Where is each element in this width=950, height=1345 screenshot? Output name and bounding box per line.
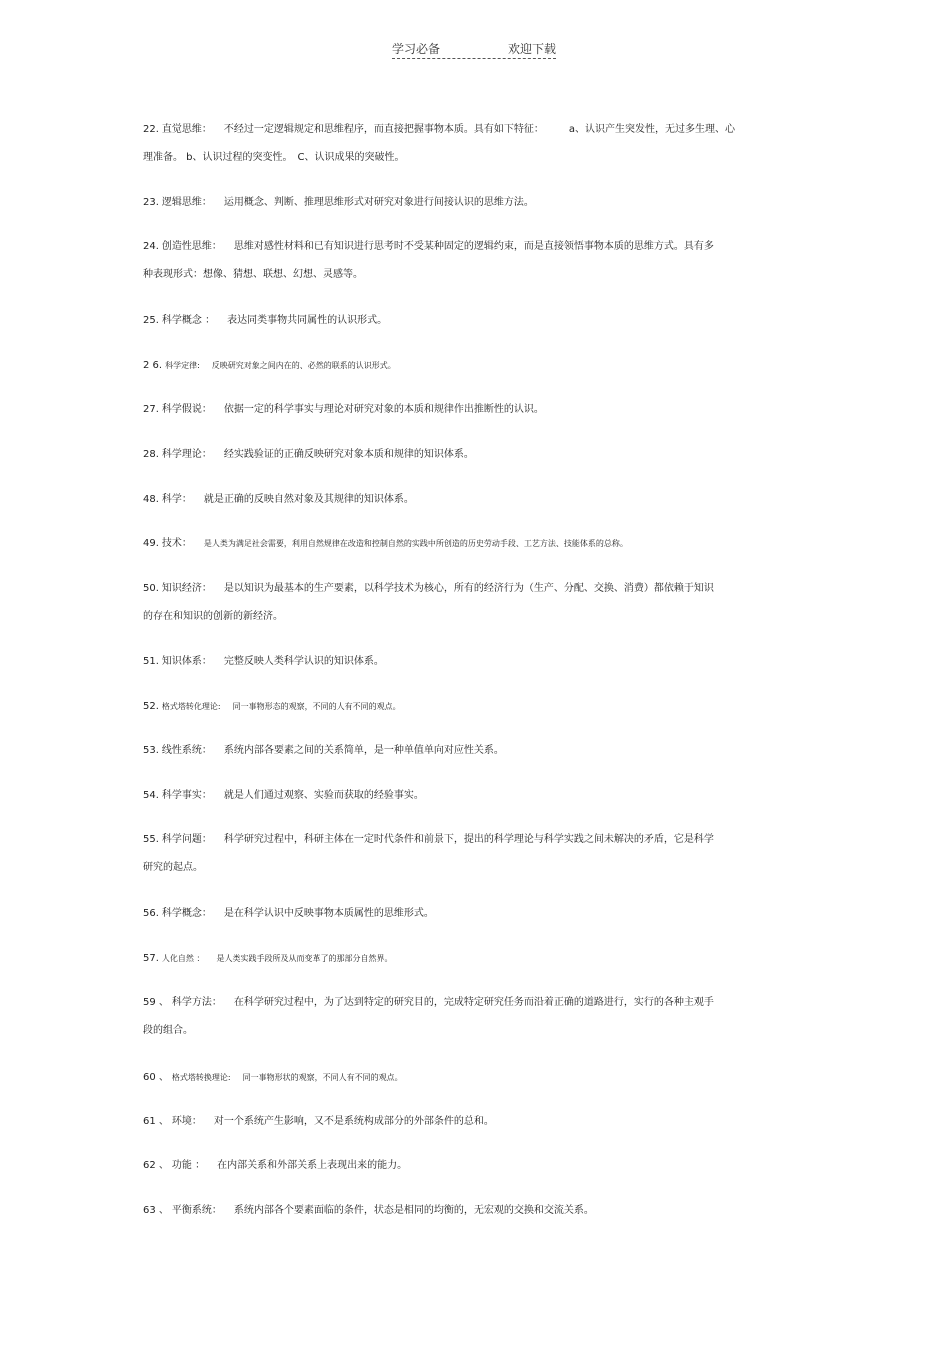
entry-52 xyxy=(143,693,793,721)
entry-59 xyxy=(143,989,793,1045)
entry-61 xyxy=(143,1108,793,1136)
entry-53 xyxy=(143,737,793,765)
entry-number: 23. xyxy=(143,197,159,208)
entry-number: 55. xyxy=(143,834,159,845)
entry-definition-continued: 研究的起点。 xyxy=(143,862,203,873)
entry-term: 知识体系： xyxy=(161,656,212,667)
entry-number: 52. xyxy=(143,701,159,712)
entry-number: 27. xyxy=(143,404,159,415)
entry-26 xyxy=(143,352,793,380)
entry-28 xyxy=(143,441,793,469)
entry-57 xyxy=(143,945,793,973)
entry-term: 环境： xyxy=(171,1116,202,1127)
entry-term: 科学假说： xyxy=(161,404,212,415)
entry-term: 科学定律: xyxy=(165,361,200,370)
entry-definition: 在内部关系和外部关系上表现出来的能力。 xyxy=(217,1160,408,1171)
entry-50 xyxy=(143,575,793,631)
entry-definition: 同一事物形状的观察，不同人有不同的观点。 xyxy=(242,1073,403,1082)
header-right-text: 欢迎下载 xyxy=(507,42,556,56)
entry-definition: 系统内部各个要素面临的条件，状态是相同的均衡的，无宏观的交换和交流关系。 xyxy=(233,1205,594,1216)
entry-term: 科学： xyxy=(161,494,192,505)
entry-48 xyxy=(143,486,793,514)
entry-term: 人化自然 ： xyxy=(161,954,205,963)
entry-term: 科学理论： xyxy=(161,449,212,460)
entry-term: 技术： xyxy=(161,538,192,549)
entry-number: 61 、 xyxy=(143,1116,169,1127)
entry-definition: 是以知识为最基本的生产要素，以科学技术为核心，所有的经济行为（生产、分配、交换、消费）都依赖于知识 xyxy=(223,583,714,594)
entry-number: 60 、 xyxy=(143,1072,169,1083)
entry-number: 63 、 xyxy=(143,1205,169,1216)
entry-55 xyxy=(143,826,793,882)
entry-number: 28. xyxy=(143,449,159,460)
entry-definition: 完整反映人类科学认识的知识体系。 xyxy=(223,656,384,667)
entry-25 xyxy=(143,307,793,335)
header-left-text: 学习必备 xyxy=(392,42,441,56)
entry-51 xyxy=(143,648,793,676)
entry-definition: 是人类实践手段所及从而变革了的那部分自然界。 xyxy=(216,954,393,963)
entry-term: 科学事实： xyxy=(161,790,212,801)
entry-term: 科学方法： xyxy=(171,997,222,1008)
entry-number: 54. xyxy=(143,790,159,801)
entry-definition: 思维对感性材料和已有知识进行思考时不受某种固定的逻辑约束，而是直接领悟事物本质的思维方式。具有多 xyxy=(233,241,714,252)
entry-49 xyxy=(143,530,793,558)
entry-number: 56. xyxy=(143,908,159,919)
entry-term: 功能 ： xyxy=(171,1160,206,1171)
entry-definition: 运用概念、判断、推理思维形式对研究对象进行间接认识的思维方法。 xyxy=(223,197,534,208)
entry-term: 直觉思维： xyxy=(161,124,212,135)
entry-60 xyxy=(143,1064,793,1092)
entry-term: 格式塔转换理论: xyxy=(171,1073,231,1082)
entry-definition: 同一事物形态的观察，不同的人有不同的观点。 xyxy=(232,702,401,711)
entry-23 xyxy=(143,189,793,217)
entry-number: 22. xyxy=(143,124,159,135)
entry-definition-continued: 的存在和知识的创新的新经济。 xyxy=(143,611,283,622)
entry-63 xyxy=(143,1197,793,1225)
entry-number: 57. xyxy=(143,953,159,964)
entry-62 xyxy=(143,1152,793,1180)
entry-definition-continued: 理准备。 b、认识过程的突变性。 C、认识成果的突破性。 xyxy=(143,152,405,163)
entry-number: 50. xyxy=(143,583,159,594)
entry-definition: 就是正确的反映自然对象及其规律的知识体系。 xyxy=(203,494,414,505)
entry-definition: 在科学研究过程中，为了达到特定的研究目的，完成特定研究任务而沿着正确的道路进行，实行的各种主观手 xyxy=(233,997,714,1008)
entry-term: 格式塔转化理论: xyxy=(161,702,221,711)
entry-term: 创造性思维： xyxy=(161,241,222,252)
entry-number: 25. xyxy=(143,315,159,326)
entry-definition: 依据一定的科学事实与理论对研究对象的本质和规律作出推断性的认识。 xyxy=(223,404,544,415)
entry-number: 53. xyxy=(143,745,159,756)
entry-term: 知识经济： xyxy=(161,583,212,594)
page-header xyxy=(392,38,556,59)
entry-24 xyxy=(143,233,793,289)
entry-definition-continued: 段的组合。 xyxy=(143,1025,193,1036)
entry-number: 51. xyxy=(143,656,159,667)
entry-term: 平衡系统： xyxy=(171,1205,222,1216)
entry-definition: 反映研究对象之间内在的、必然的联系的认识形式。 xyxy=(211,361,396,370)
entry-definition: 对一个系统产生影响，又不是系统构成部分的外部条件的总和。 xyxy=(213,1116,494,1127)
entry-term: 科学概念： xyxy=(161,908,212,919)
entry-definition: 经实践验证的正确反映研究对象本质和规律的知识体系。 xyxy=(223,449,474,460)
entry-term: 科学问题： xyxy=(161,834,212,845)
entry-27 xyxy=(143,396,793,424)
entry-number: 24. xyxy=(143,241,159,252)
entry-number: 48. xyxy=(143,494,159,505)
entry-definition: 是在科学认识中反映事物本质属性的思维形式。 xyxy=(223,908,434,919)
entry-term: 逻辑思维： xyxy=(161,197,212,208)
entry-definition: 是人类为满足社会需要，利用自然规律在改造和控制自然的实践中所创造的历史劳动手段、工艺方法、技能体系的总称。 xyxy=(203,539,628,548)
entry-54 xyxy=(143,782,793,810)
entry-number: 59 、 xyxy=(143,997,169,1008)
entry-definition: 表达同类事物共同属性的认识形式。 xyxy=(227,315,388,326)
entry-22 xyxy=(143,116,793,172)
entry-number: 62 、 xyxy=(143,1160,169,1171)
entry-definition: 科学研究过程中，科研主体在一定时代条件和前景下，提出的科学理论与科学实践之间未解决的矛盾，它是科学 xyxy=(223,834,714,845)
entry-term: 线性系统： xyxy=(161,745,212,756)
entry-56 xyxy=(143,900,793,928)
entry-term: 科学概念 ： xyxy=(161,315,216,326)
entry-definition: 就是人们通过观察、实验而获取的经验事实。 xyxy=(223,790,424,801)
entry-definition: 系统内部各要素之间的关系简单，是一种单值单向对应性关系。 xyxy=(223,745,504,756)
entry-number: 2 6. xyxy=(143,360,163,371)
entry-definition: 不经过一定逻辑规定和思维程序，而直接把握事物本质。具有如下特征： a、认识产生突发性，无过多生理、心 xyxy=(223,124,736,135)
entry-definition-continued: 种表现形式：想像、猜想、联想、幻想、灵感等。 xyxy=(143,269,363,280)
entry-number: 49. xyxy=(143,538,159,549)
